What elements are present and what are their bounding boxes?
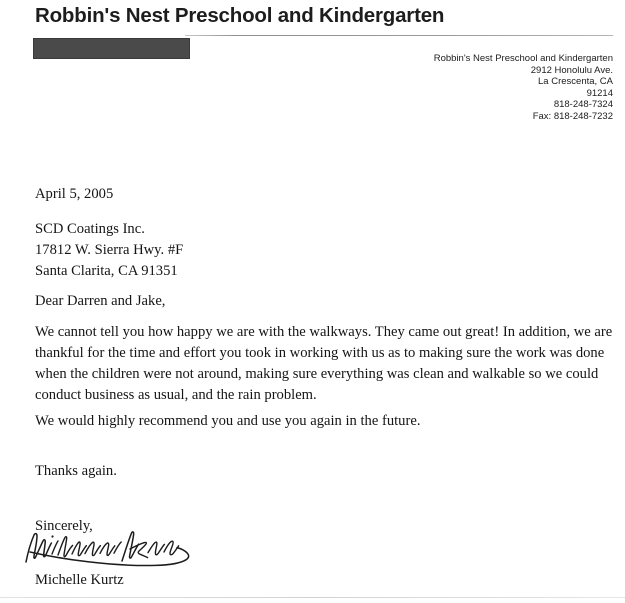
recipient-company: SCD Coatings Inc. bbox=[35, 221, 145, 237]
return-address-line: Robbin's Nest Preschool and Kindergarten bbox=[433, 53, 613, 64]
letterhead-title: Robbin's Nest Preschool and Kindergarten bbox=[35, 4, 445, 27]
return-address-fax: Fax: 818-248-7232 bbox=[532, 110, 613, 122]
page-bottom-edge bbox=[0, 597, 625, 598]
signer-name: Michelle Kurtz bbox=[35, 572, 124, 588]
recipient-address-block bbox=[35, 219, 183, 282]
letter-date: April 5, 2005 bbox=[35, 186, 114, 202]
body-paragraph-1: We cannot tell you how happy we are with the walkways. They came out great! In addition, we are thankful for the time and effort you took in working with us as to making sure the work was done when the children were not around, making sure everything was clean and walkable so we could conduct business as usual, and the rain problem. bbox=[35, 324, 613, 403]
sign-off: Sincerely, bbox=[35, 518, 93, 534]
closing-thanks: Thanks again. bbox=[35, 463, 117, 479]
return-address-line: La Crescenta, CA bbox=[538, 76, 613, 88]
redaction-bar bbox=[33, 38, 190, 59]
return-address-line: 91214 bbox=[586, 87, 613, 99]
salutation: Dear Darren and Jake, bbox=[35, 293, 166, 309]
return-address-line: 2912 Honolulu Ave. bbox=[530, 64, 613, 76]
body-paragraph-2: We would highly recommend you and use you again in the future. bbox=[35, 413, 421, 429]
recipient-city-state-zip: Santa Clarita, CA 91351 bbox=[35, 263, 178, 279]
return-address-phone: 818-248-7324 bbox=[553, 99, 613, 111]
return-address-block bbox=[293, 53, 613, 123]
recipient-street: 17812 W. Sierra Hwy. #F bbox=[35, 242, 184, 258]
letterhead-divider bbox=[185, 35, 613, 36]
